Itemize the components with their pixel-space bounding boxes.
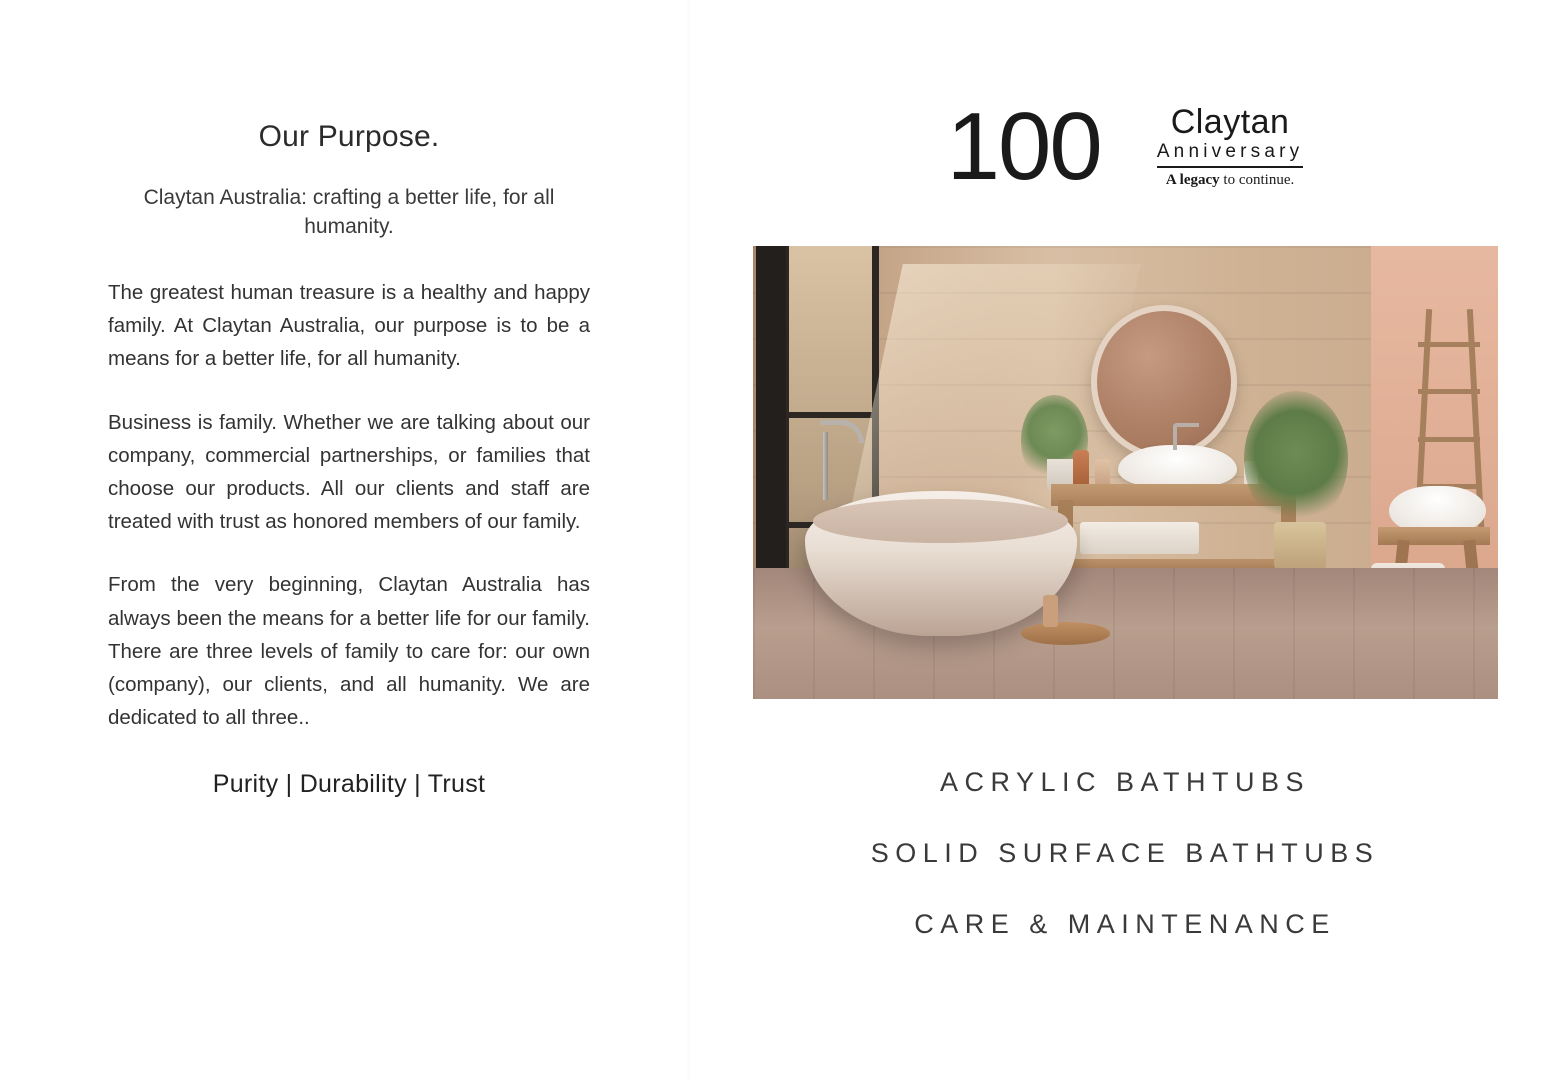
logo-100-mark: [946, 92, 1101, 200]
basin-tap: [1173, 423, 1199, 450]
hero-illustration: [753, 246, 1498, 699]
folded-towels: [1080, 522, 1199, 554]
purpose-paragraph-3: From the very beginning, Claytan Australia has always been the means for a better life for our family. There are three levels of family to care for: our own (company), our clients, and all humanity. We are dedicated to all three..: [108, 573, 590, 730]
bath-tray: [1021, 622, 1110, 645]
section-captions: [690, 767, 1560, 940]
caption-solid-surface-bathtubs: SOLID SURFACE BATHTUBS: [870, 838, 1380, 868]
ladder-rung: [1418, 389, 1480, 394]
ladder-rung: [1418, 342, 1480, 347]
hero-bathroom-image: [753, 246, 1498, 699]
brand-values: Purity | Durability | Trust: [212, 770, 486, 799]
legacy-tagline-bold: A legacy: [1165, 171, 1220, 188]
right-page: [690, 0, 1560, 1080]
legacy-tagline-rest: to continue.: [1219, 171, 1295, 188]
anniversary-label: Anniversary: [1157, 141, 1304, 168]
caption-care-maintenance: CARE & MAINTENANCE: [914, 909, 1336, 939]
brand-name: Claytan: [1170, 103, 1290, 142]
logo-text-block: [1157, 105, 1304, 188]
counter-basin: [1118, 445, 1237, 486]
legacy-tagline: [1157, 172, 1304, 189]
purpose-paragraph-1: The greatest human treasure is a healthy and happy family. At Claytan Australia, our purpose is to be a means for a better life, for all humanity.: [108, 280, 590, 371]
caption-acrylic-bathtubs: ACRYLIC BATHTUBS: [939, 767, 1311, 797]
copper-bottle: [1073, 450, 1089, 486]
potted-tree: [1244, 391, 1348, 527]
purpose-tagline: Claytan Australia: crafting a better life, for all humanity.: [143, 186, 555, 238]
anniversary-logo: [690, 92, 1560, 202]
purpose-paragraph-2: Business is family. Whether we are talking about our company, commercial partnerships, or families that choose our products. All our clients and staff are treated with trust as honored members of our family.: [108, 410, 590, 534]
tray-bottle: [1043, 595, 1058, 627]
logo-number: 100: [946, 92, 1101, 200]
ceramic-bottle: [1095, 459, 1110, 486]
ladder-rung: [1418, 437, 1480, 442]
vessel-sink: [1389, 486, 1486, 531]
round-mirror: [1091, 305, 1236, 459]
bathtub-interior: [813, 499, 1069, 542]
left-page: [0, 0, 690, 1080]
page-title: Our Purpose.: [258, 120, 440, 153]
